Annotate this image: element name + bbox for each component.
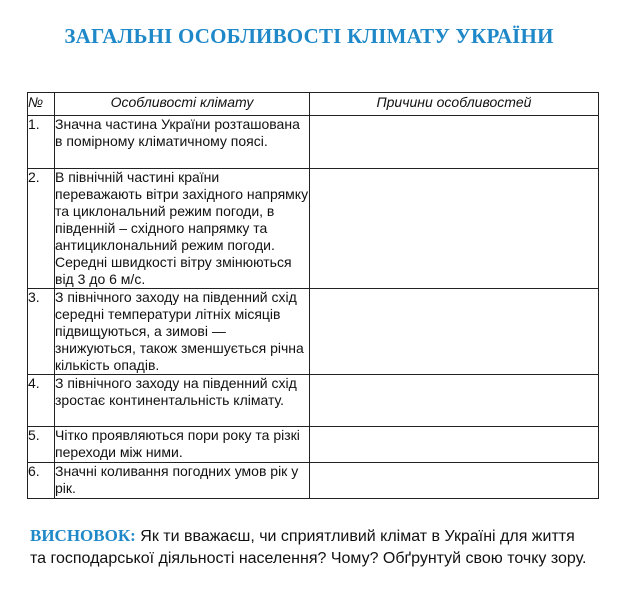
column-header-features: Особливості клімату bbox=[55, 93, 310, 116]
table-header-row bbox=[28, 93, 599, 116]
row-number: 3. bbox=[28, 289, 55, 375]
feature-cell: Значна частина України розташована в помірному кліматичному поясі. bbox=[55, 116, 310, 169]
cause-cell[interactable] bbox=[310, 375, 599, 427]
conclusion-block bbox=[30, 525, 590, 570]
row-number: 4. bbox=[28, 375, 55, 427]
column-header-causes: Причини особливостей bbox=[310, 93, 599, 116]
cause-cell[interactable] bbox=[310, 116, 599, 169]
feature-cell: В північній частині країни переважають вітри західного напрямку та циклональний режим погоди, в південній – східного напрямку та антициклональний режим погоди. Середні швидкості вітру змінюються від 3 до 6 м/с. bbox=[55, 169, 309, 287]
conclusion-question: Як ти вважаєш, чи сприятливий клімат в Україні для життя та господарської діяльності населення? Чому? Обґрунтуй свою точку зору. bbox=[30, 528, 587, 567]
conclusion-label: ВИСНОВОК: bbox=[30, 526, 136, 545]
table-row bbox=[28, 116, 599, 169]
table-row bbox=[28, 289, 599, 375]
table-row bbox=[28, 169, 599, 289]
row-number: 5. bbox=[28, 427, 55, 463]
feature-cell: З північного заходу на південний схід зростає континентальність клімату. bbox=[55, 375, 310, 427]
table-row bbox=[28, 375, 599, 427]
climate-features-table bbox=[27, 92, 599, 499]
feature-cell: Чітко проявляються пори року та різкі переходи між ними. bbox=[55, 427, 310, 463]
page-title: ЗАГАЛЬНІ ОСОБЛИВОСТІ КЛІМАТУ УКРАЇНИ bbox=[64, 24, 554, 48]
cause-cell[interactable] bbox=[310, 289, 599, 375]
feature-cell: Значні коливання погодних умов рік у рік. bbox=[55, 463, 310, 499]
row-number: 1. bbox=[28, 116, 55, 169]
feature-cell: З північного заходу на південний схід середні температури літніх місяців підвищуються, а зимові — знижуються, також зменшується річна кількість опадів. bbox=[55, 289, 310, 375]
table-row bbox=[28, 463, 599, 499]
row-number: 2. bbox=[28, 169, 55, 289]
cause-cell[interactable] bbox=[310, 169, 599, 289]
column-header-number: № bbox=[28, 93, 55, 116]
cause-cell[interactable] bbox=[310, 463, 599, 499]
table-row bbox=[28, 427, 599, 463]
cause-cell[interactable] bbox=[310, 427, 599, 463]
row-number: 6. bbox=[28, 463, 55, 499]
